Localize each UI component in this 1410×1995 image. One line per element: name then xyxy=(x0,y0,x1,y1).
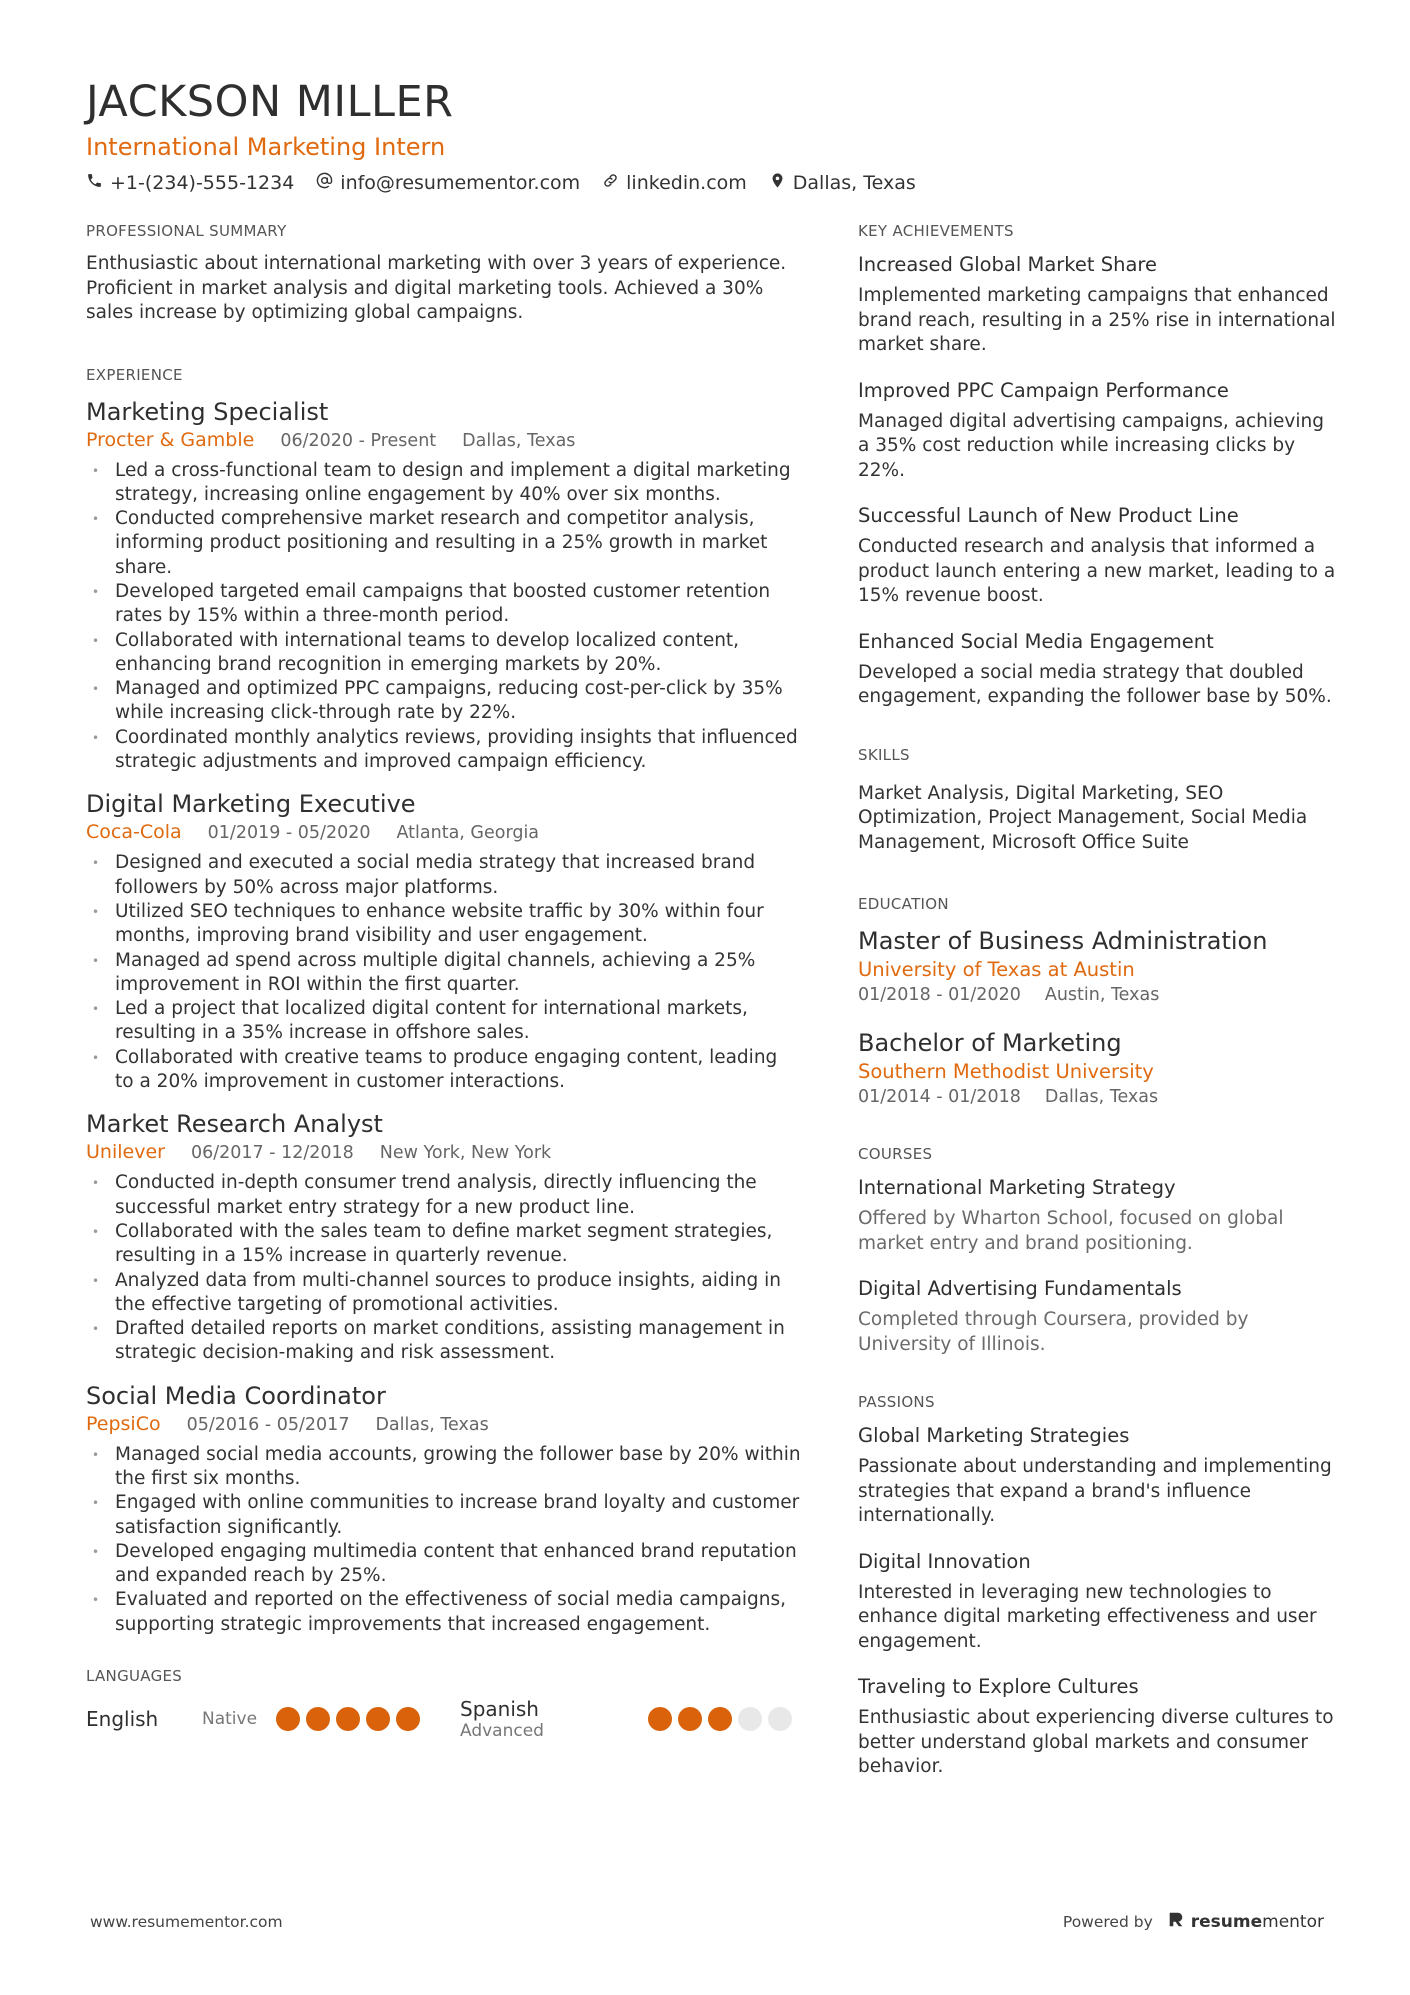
language-rating xyxy=(276,1707,420,1731)
bullet-item: • Led a project that localized digital content for international markets, resulting in a 35% increase in offshore sales. xyxy=(86,997,801,1046)
language-label-group xyxy=(460,1697,648,1741)
job-dates: 05/2016 - 05/2017 xyxy=(186,1414,350,1435)
achievement-item xyxy=(858,503,1338,609)
right-column xyxy=(858,222,1338,1820)
rating-dot-filled xyxy=(678,1707,702,1731)
job-dates: 06/2020 - Present xyxy=(280,430,437,451)
job-dates: 01/2019 - 05/2020 xyxy=(207,823,371,844)
job-location: Dallas, Texas xyxy=(375,1414,489,1435)
job-location: New York, New York xyxy=(379,1143,552,1164)
page-footer xyxy=(90,1910,1324,1933)
brand-text-light: mentor xyxy=(1262,1911,1324,1932)
degree-title: Master of Business Administration xyxy=(858,927,1268,955)
achievements-section xyxy=(858,222,1338,710)
job-bullets xyxy=(86,851,801,1094)
education-dates: 01/2014 - 01/2018 xyxy=(858,1087,1021,1107)
passion-title: Global Marketing Strategies xyxy=(858,1424,1130,1447)
job-location: Dallas, Texas xyxy=(462,430,576,451)
experience-section xyxy=(86,366,801,1638)
rating-dot-filled xyxy=(366,1707,390,1731)
passions-heading: PASSIONS xyxy=(858,1393,935,1411)
bullet-item: • Designed and executed a social media strategy that increased brand followers by 50% across major platforms. xyxy=(86,851,801,900)
achievement-item xyxy=(858,629,1338,710)
language-name: Spanish xyxy=(460,1697,539,1722)
skills-heading: SKILLS xyxy=(858,745,910,764)
job-title: Social Media Coordinator xyxy=(86,1381,386,1410)
job-meta xyxy=(86,428,801,453)
job-list xyxy=(86,396,801,1638)
achievement-item xyxy=(858,252,1338,358)
bullet-item: • Analyzed data from multi-channel sources to produce insights, aiding in the effective targeting of promotional activities. xyxy=(86,1269,801,1318)
bullet-item: • Conducted comprehensive market research and competitor analysis, informing product positioning and resulting in a 25% growth in market share. xyxy=(86,507,801,580)
language-level: Advanced xyxy=(460,1721,544,1742)
course-title: Digital Advertising Fundamentals xyxy=(858,1277,1182,1300)
course-description: Completed through Coursera, provided by University of Illinois. xyxy=(858,1309,1249,1355)
job-meta xyxy=(86,1140,801,1165)
bullet-item: • Collaborated with international teams to develop localized content, enhancing brand recognition in emerging markets by 20%. xyxy=(86,629,801,678)
achievement-text: Managed digital advertising campaigns, achieving a 35% cost reduction while increasing clicks by 22%. xyxy=(858,410,1324,481)
course-list xyxy=(858,1175,1338,1357)
bullet-item: • Led a cross-functional team to design and implement a digital marketing strategy, increasing online engagement by 40% over six months. xyxy=(86,459,801,508)
company-name: Procter & Gamble xyxy=(86,428,255,451)
resume-header xyxy=(86,76,1326,194)
rating-dot-filled xyxy=(336,1707,360,1731)
language-name: English xyxy=(86,1707,159,1732)
education-item xyxy=(858,1027,1338,1109)
powered-by-label: Powered by xyxy=(1062,1912,1153,1931)
job-bullets xyxy=(86,1171,801,1365)
bullet-item: • Coordinated monthly analytics reviews, providing insights that influenced strategic adjustments and improved campaign efficiency. xyxy=(86,726,801,775)
at-icon xyxy=(316,172,333,194)
contact-bar xyxy=(86,172,1326,194)
linkedin-text[interactable]: linkedin.com xyxy=(626,172,747,194)
company-name: Unilever xyxy=(86,1141,165,1164)
summary-section xyxy=(86,222,801,326)
rating-dot-filled xyxy=(396,1707,420,1731)
passion-item xyxy=(858,1423,1338,1529)
job-dates: 06/2017 - 12/2018 xyxy=(190,1143,354,1164)
job-title: Market Research Analyst xyxy=(86,1110,383,1139)
languages-heading: LANGUAGES xyxy=(86,1667,183,1686)
candidate-name: JACKSON MILLER xyxy=(86,77,454,127)
rating-dot-empty xyxy=(738,1707,762,1731)
achievement-title: Successful Launch of New Product Line xyxy=(858,504,1239,527)
bullet-item: • Collaborated with the sales team to define market segment strategies, resulting in a 15% increase in quarterly revenue. xyxy=(86,1220,801,1269)
company-name: Coca-Cola xyxy=(86,821,182,844)
bullet-item: • Drafted detailed reports on market conditions, assisting management in strategic decision-making and risk assessment. xyxy=(86,1317,801,1366)
contact-email[interactable] xyxy=(316,172,580,194)
achievement-text: Implemented marketing campaigns that enhanced brand reach, resulting in a 25% rise in international market share. xyxy=(858,285,1336,355)
rating-dot-empty xyxy=(768,1707,792,1731)
contact-location xyxy=(769,172,916,194)
location-pin-icon xyxy=(769,172,786,194)
education-list xyxy=(858,925,1338,1109)
email-text[interactable]: info@resumementor.com xyxy=(340,172,581,194)
summary-heading: PROFESSIONAL SUMMARY xyxy=(86,222,287,240)
job-location: Atlanta, Georgia xyxy=(396,823,540,844)
brand-text-bold: resume xyxy=(1190,1911,1263,1932)
summary-text: Enthusiastic about international marketing with over 3 years of experience. Proficient in market analysis and digital marketing tools. Achieved a 30% sales increase by optimizing global campaigns. xyxy=(86,253,787,323)
education-location: Dallas, Texas xyxy=(1044,1087,1159,1107)
education-meta xyxy=(858,983,1338,1007)
bullet-item: • Evaluated and reported on the effectiveness of social media campaigns, supporting strategic improvements that increased engagement. xyxy=(86,1588,801,1637)
bullet-item: • Utilized SEO techniques to enhance website traffic by 30% within four months, improving brand visibility and user engagement. xyxy=(86,900,801,949)
brand-logo[interactable] xyxy=(1167,1910,1324,1933)
education-section xyxy=(858,895,1338,1109)
passions-section xyxy=(858,1393,1338,1780)
passion-title: Traveling to Explore Cultures xyxy=(858,1675,1139,1698)
course-item xyxy=(858,1276,1338,1357)
passion-text: Passionate about understanding and implementing strategies that expand a brand's influence internationally. xyxy=(858,1456,1332,1526)
rating-dot-filled xyxy=(648,1707,672,1731)
bullet-item: • Managed ad spend across multiple digital channels, achieving a 25% improvement in ROI within the first quarter. xyxy=(86,949,801,998)
language-english xyxy=(86,1707,420,1731)
company-name: PepsiCo xyxy=(86,1412,161,1435)
language-level: Native xyxy=(202,1709,258,1730)
courses-heading: COURSES xyxy=(858,1145,933,1163)
job-title: Digital Marketing Executive xyxy=(86,790,416,819)
degree-title: Bachelor of Marketing xyxy=(858,1029,1122,1057)
bullet-item: • Engaged with online communities to increase brand loyalty and customer satisfaction significantly. xyxy=(86,1491,801,1540)
candidate-role: International Marketing Intern xyxy=(86,133,446,161)
job-bullets xyxy=(86,1443,801,1637)
achievement-text: Developed a social media strategy that doubled engagement, expanding the follower base by 50%. xyxy=(858,661,1332,707)
education-heading: EDUCATION xyxy=(858,895,949,913)
achievement-title: Improved PPC Campaign Performance xyxy=(858,378,1229,402)
job-meta xyxy=(86,820,801,845)
courses-section xyxy=(858,1145,1338,1357)
achievement-item xyxy=(858,378,1338,484)
education-location: Austin, Texas xyxy=(1044,985,1160,1005)
job-title: Marketing Specialist xyxy=(86,397,329,426)
passion-text: Interested in leveraging new technologies to enhance digital marketing effectiveness and user engagement. xyxy=(858,1581,1317,1652)
achievement-title: Enhanced Social Media Engagement xyxy=(858,629,1214,653)
skills-section xyxy=(858,746,1338,856)
school-name: University of Texas at Austin xyxy=(858,958,1135,981)
language-spanish xyxy=(460,1697,792,1741)
footer-website[interactable]: www.resumementor.com xyxy=(90,1912,283,1931)
job-entry xyxy=(86,396,801,775)
left-column xyxy=(86,222,801,1781)
bullet-item: • Developed engaging multimedia content that enhanced brand reputation and expanded reach by 25%. xyxy=(86,1540,801,1589)
location-text: Dallas, Texas xyxy=(792,172,916,194)
passion-title: Digital Innovation xyxy=(858,1549,1031,1573)
achievement-title: Increased Global Market Share xyxy=(858,253,1158,276)
bullet-item: • Managed and optimized PPC campaigns, reducing cost-per-click by 35% while increasing click-through rate by 22%. xyxy=(86,677,801,726)
language-list xyxy=(86,1697,801,1741)
link-icon xyxy=(602,172,619,194)
bullet-item: • Collaborated with creative teams to produce engaging content, leading to a 20% improvement in customer interactions. xyxy=(86,1046,801,1095)
course-title: International Marketing Strategy xyxy=(858,1176,1176,1199)
education-meta xyxy=(858,1085,1338,1109)
job-meta xyxy=(86,1412,801,1437)
course-item xyxy=(858,1175,1338,1256)
passion-text: Enthusiastic about experiencing diverse cultures to better understand global markets and consumer behavior. xyxy=(858,1707,1334,1777)
achievements-heading: KEY ACHIEVEMENTS xyxy=(858,222,1014,240)
rating-dot-filled xyxy=(276,1707,300,1731)
skills-text: Market Analysis, Digital Marketing, SEO Optimization, Project Management, Social Media Management, Microsoft Office Suite xyxy=(858,782,1308,853)
course-description: Offered by Wharton School, focused on global market entry and brand positioning. xyxy=(858,1208,1284,1254)
contact-phone xyxy=(86,172,294,194)
languages-section xyxy=(86,1667,801,1741)
language-rating xyxy=(648,1707,792,1731)
job-entry xyxy=(86,1108,801,1365)
brand-mark-icon xyxy=(1167,1910,1185,1933)
bullet-item: • Developed targeted email campaigns that boosted customer retention rates by 15% within a three-month period. xyxy=(86,580,801,629)
contact-linkedin[interactable] xyxy=(602,172,747,194)
passion-item xyxy=(858,1674,1338,1780)
rating-dot-filled xyxy=(306,1707,330,1731)
passion-item xyxy=(858,1549,1338,1655)
experience-heading: EXPERIENCE xyxy=(86,365,183,384)
powered-by xyxy=(1063,1910,1324,1933)
bullet-item: • Managed social media accounts, growing the follower base by 20% within the first six months. xyxy=(86,1443,801,1492)
bullet-item: • Conducted in-depth consumer trend analysis, directly influencing the successful market entry strategy for a new product line. xyxy=(86,1171,801,1220)
phone-text: +1-(234)-555-1234 xyxy=(110,172,295,194)
school-name: Southern Methodist University xyxy=(858,1060,1154,1083)
education-dates: 01/2018 - 01/2020 xyxy=(858,985,1021,1005)
achievement-list xyxy=(858,252,1338,710)
education-item xyxy=(858,925,1338,1007)
phone-icon xyxy=(86,172,103,194)
job-entry xyxy=(86,788,801,1094)
rating-dot-filled xyxy=(708,1707,732,1731)
job-bullets xyxy=(86,459,801,775)
passion-list xyxy=(858,1423,1338,1780)
job-entry xyxy=(86,1380,801,1637)
achievement-text: Conducted research and analysis that informed a product launch entering a new market, leading to a 15% revenue boost. xyxy=(858,536,1336,606)
